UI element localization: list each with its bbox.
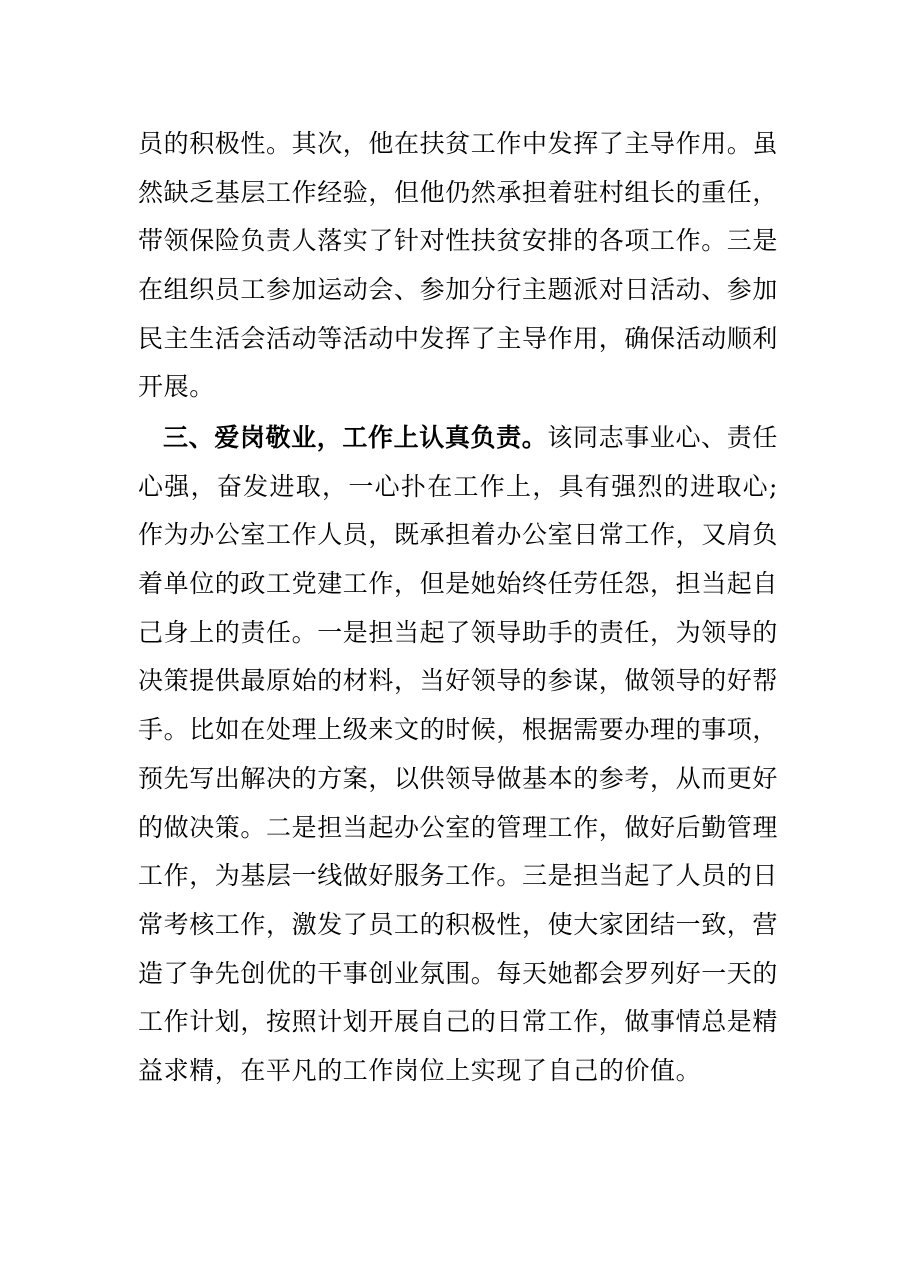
text-line: 民主生活会活动等活动中发挥了主导作用，确保活动顺利 <box>138 323 779 353</box>
section-heading: 三、爱岗敬业，工作上认真负责。 <box>163 423 548 452</box>
text-line: 常考核工作，激发了员工的积极性，使大家团结一致，营 <box>138 909 779 939</box>
text-line: 造了争先创优的干事创业氛围。每天她都会罗列好一天的 <box>138 958 779 988</box>
text-line: 带领保险负责人落实了针对性扶贫安排的各项工作。三是 <box>138 226 779 256</box>
text-line: 预先写出解决的方案，以供领导做基本的参考，从而更好 <box>138 763 779 793</box>
text-line: 员的积极性。其次，他在扶贫工作中发挥了主导作用。虽 <box>138 129 779 158</box>
text-line: 然缺乏基层工作经验，但他仍然承担着驻村组长的重任， <box>138 177 779 207</box>
text-line: 作为办公室工作人员，既承担着办公室日常工作，又肩负 <box>138 520 779 550</box>
paragraph-2 <box>138 414 778 1096</box>
text-line: 益求精，在平凡的工作岗位上实现了自己的价值。 <box>138 1055 702 1085</box>
text-line: 开展。 <box>138 372 215 402</box>
text-line: 工作计划，按照计划开展自己的日常工作，做事情总是精 <box>138 1007 779 1037</box>
paragraph-1 <box>138 120 778 412</box>
first-line-text: 该同志事业心、责任 <box>547 423 778 452</box>
text-line: 工作，为基层一线做好服务工作。三是担当起了人员的日 <box>138 861 779 891</box>
text-line: 决策提供最原始的材料，当好领导的参谋，做领导的好帮 <box>138 666 779 696</box>
text-line: 心强，奋发进取，一心扑在工作上，具有强烈的进取心; <box>138 471 778 501</box>
text-line: 的做决策。二是担当起办公室的管理工作，做好后勤管理 <box>138 812 779 842</box>
text-line: 在组织员工参加运动会、参加分行主题派对日活动、参加 <box>138 275 779 305</box>
text-line: 着单位的政工党建工作，但是她始终任劳任怨，担当起自 <box>138 569 779 599</box>
text-line: 手。比如在处理上级来文的时候，根据需要办理的事项， <box>138 715 779 745</box>
first-line <box>138 414 778 463</box>
text-line: 己身上的责任。一是担当起了领导助手的责任，为领导的 <box>138 617 779 647</box>
